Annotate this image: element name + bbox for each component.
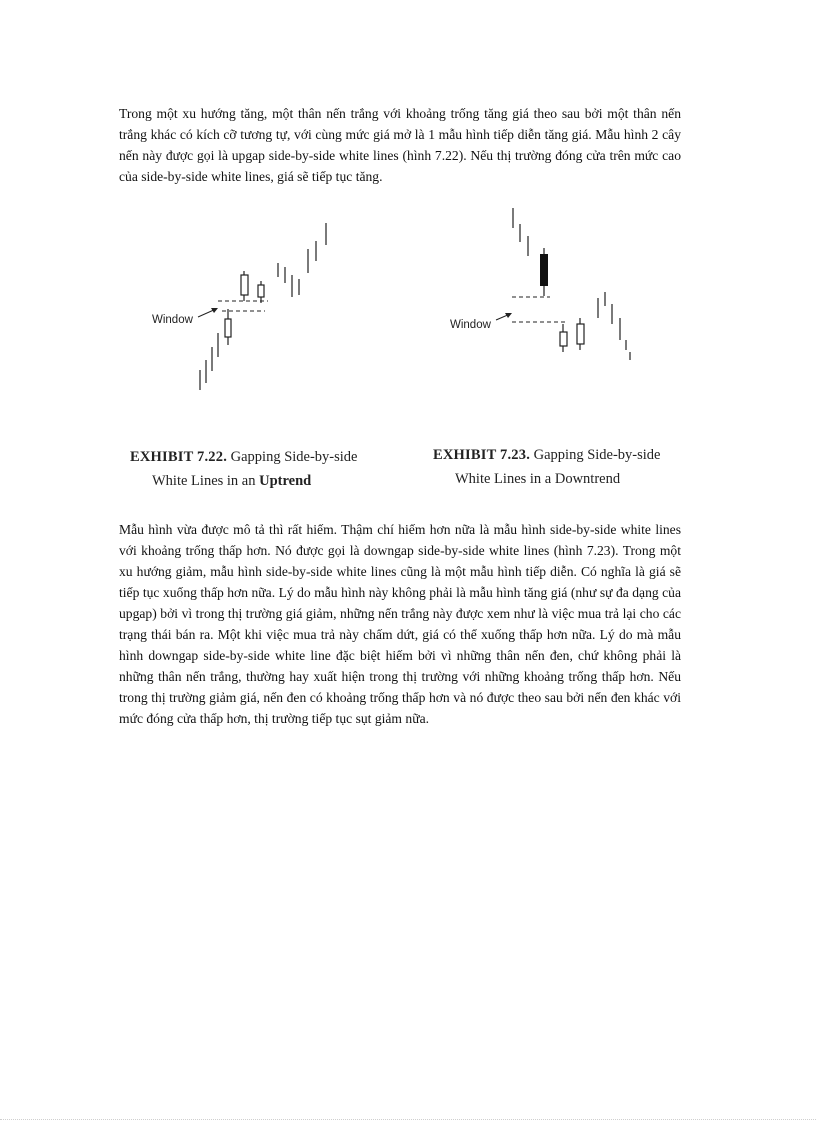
white-candle-body bbox=[225, 319, 231, 337]
caption-emphasis: Uptrend bbox=[259, 473, 312, 489]
white-candle-body bbox=[241, 275, 248, 295]
caption-line2: White Lines in an bbox=[152, 473, 256, 489]
caption-line1: Gapping Side-by-side bbox=[230, 449, 358, 465]
intro-paragraph: Trong một xu hướng tăng, một thân nến trắng với khoảng trống tăng giá theo sau bởi một thân nến trắng khác có kích cỡ tương tự, với cùng mức giá mở là 1 mẫu hình tiếp diễn tăng giá. Mẫu hình 2 cây nến này được gọi là upgap side-by-side white lines (hình 7.22). Nếu thị trường đóng cửa trên mức cao của side-by-side white lines, giá sẽ tiếp tục tăng. bbox=[119, 106, 681, 184]
downtrend-candlestick-figure bbox=[440, 200, 650, 370]
black-candle-body bbox=[540, 254, 548, 286]
exhibit-7-22-caption bbox=[130, 445, 358, 493]
white-candle-body bbox=[577, 324, 584, 344]
white-candle-body bbox=[258, 285, 264, 297]
body-paragraph: Mẫu hình vừa được mô tả thì rất hiếm. Thậm chí hiếm hơn nữa là mẫu hình side-by-side white lines với khoảng trống thấp hơn. Nó được gọi là downgap side-by-side white lines (hình 7.23). Trong một xu hướng giảm, mẫu hình side-by-side white lines cũng là một mẫu hình tiếp diễn. Có nghĩa là giá sẽ tiếp tục xuống thấp hơn nữa. Lý do mẫu hình này không phải là mẫu hình tăng giá (như sự đa dạng của upgap) bởi vì trong thị trường giá giảm, những nến trắng này được xem như là việc mua trả lại cho các trạng thái bán ra. Một khi việc mua trả này chấm dứt, giá có thể xuống thấp hơn nữa. Lý do mà mẫu hình downgap side-by-side white line đặc biệt hiếm bởi vì những thân nến đen, chứ không phải là những thân nến trắng, thường hay xuất hiện trong thị trường với những khoảng trống thấp hơn. Nếu trong thị trường giảm giá, nến đen có khoảng trống thấp hơn và nó được theo sau bởi nến đen khác với mức đóng cửa thấp hơn, thị trường tiếp tục sụt giảm nữa. bbox=[119, 522, 681, 726]
uptrend-candlestick-figure bbox=[140, 205, 340, 395]
window-label: Window bbox=[152, 314, 193, 326]
page-bottom-rule bbox=[0, 1119, 816, 1120]
caption-line2: White Lines in a Downtrend bbox=[455, 471, 621, 487]
white-candle-body bbox=[560, 332, 567, 346]
exhibit-7-23-caption bbox=[433, 443, 661, 491]
window-label: Window bbox=[450, 319, 491, 331]
caption-line1: Gapping Side-by-side bbox=[533, 447, 661, 463]
caption-label: EXHIBIT 7.23. bbox=[433, 447, 531, 463]
caption-label: EXHIBIT 7.22. bbox=[130, 449, 228, 465]
